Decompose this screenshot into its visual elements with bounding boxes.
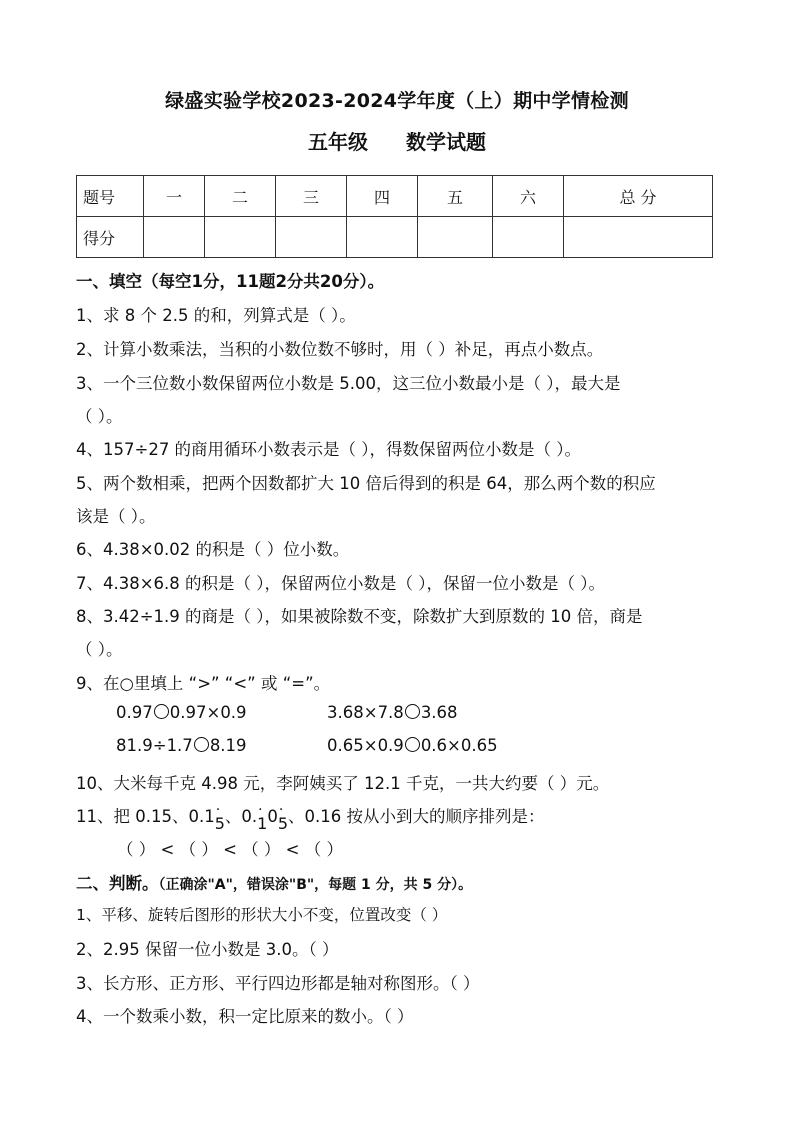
question-1-7: 7、4.38×6.8 的积是（ ），保留两位小数是（ ），保留一位小数是（ ）。 [76, 574, 606, 593]
q11-suffix: 、0.16 按从小到大的顺序排列是： [288, 807, 545, 826]
compare-circle-c[interactable] [194, 737, 209, 752]
question-1-6: 6、4.38×0.02 的积是（ ）位小数。 [76, 540, 350, 559]
score-cell-6: 六 [493, 176, 564, 217]
compare-c-right: 8.19 [209, 736, 247, 755]
q11-mid-2: 0 [267, 807, 278, 826]
subject-label: 数学试题 [406, 130, 486, 154]
score-cell-5: 五 [418, 176, 493, 217]
score-input-1[interactable] [144, 217, 205, 258]
section2-note: （正确涂"A"，错误涂"B"，每题 1 分，共 5 分）。 [158, 877, 473, 893]
score-cell-3: 三 [276, 176, 347, 217]
section2-title: 二、判断。 [76, 874, 159, 893]
grade-label: 五年级 [308, 130, 368, 154]
question-1-5-cont: 该是（ ）。 [76, 507, 156, 526]
order-lt-1: < [160, 840, 175, 859]
score-input-total[interactable] [564, 217, 713, 258]
question-1-11 [76, 803, 545, 833]
compare-item-b [327, 703, 458, 722]
exam-subtitle [0, 126, 794, 155]
score-input-5[interactable] [418, 217, 493, 258]
order-blank-1[interactable]: （ ） [117, 840, 156, 859]
score-row-label: 得分 [77, 217, 144, 258]
order-blank-4[interactable]: （ ） [304, 840, 343, 859]
compare-item-d [327, 736, 498, 755]
compare-d-left: 0.65×0.9 [327, 736, 404, 755]
compare-circle-b[interactable] [405, 704, 420, 719]
compare-a-left: 0.97 [116, 703, 153, 722]
question-1-10: 10、大米每千克 4.98 元，李阿姨买了 12.1 千克，一共大约要（ ）元。 [76, 774, 610, 793]
score-cell-total: 总 分 [564, 176, 713, 217]
compare-a-right: 0.97×0.9 [169, 703, 247, 722]
score-table [76, 175, 713, 258]
score-input-3[interactable] [276, 217, 347, 258]
question-1-4: 4、157÷27 的商用循环小数表示是（ ），得数保留两位小数是（ ）。 [76, 440, 582, 459]
question-2-4: 4、一个数乘小数，积一定比原来的数小。（ ） [76, 1007, 414, 1026]
question-1-2: 2、计算小数乘法，当积的小数位数不够时，用（ ）补足，再点小数点。 [76, 340, 604, 359]
score-input-6[interactable] [493, 217, 564, 258]
score-cell-label: 题号 [77, 176, 144, 217]
q11-repeat-digit-2: · 1 [257, 814, 267, 833]
score-input-4[interactable] [347, 217, 418, 258]
q11-prefix: 11、把 0.15、0.1 [76, 807, 215, 826]
q11-order-blanks [117, 836, 343, 860]
compare-b-left: 3.68×7.8 [327, 703, 404, 722]
exam-title: 绿盛实验学校2023-2024学年度（上）期中学情检测 [165, 90, 629, 112]
compare-item-c [116, 736, 247, 755]
compare-circle-a[interactable] [154, 704, 169, 719]
score-table-header-row [77, 176, 713, 217]
question-1-3-cont: （ ）。 [76, 407, 123, 426]
score-input-2[interactable] [205, 217, 276, 258]
question-1-1: 1、求 8 个 2.5 的和，列算式是（ ）。 [76, 306, 356, 325]
order-blank-3[interactable]: （ ） [242, 840, 281, 859]
question-1-5: 5、两个数相乘，把两个因数都扩大 10 倍后得到的积是 64，那么两个数的积应 [76, 474, 656, 493]
compare-c-left: 81.9÷1.7 [116, 736, 193, 755]
order-lt-2: < [223, 840, 237, 859]
order-blank-2[interactable]: （ ） [179, 840, 218, 859]
question-2-1: 1、平移、旋转后图形的形状大小不变，位置改变（ ） [76, 906, 448, 924]
order-lt-3: < [285, 840, 300, 859]
score-cell-1: 一 [144, 176, 205, 217]
compare-item-a [116, 703, 247, 722]
question-1-8-cont: （ ）。 [76, 640, 123, 659]
compare-circle-d[interactable] [405, 737, 420, 752]
section2-heading [76, 870, 472, 894]
q11-repeat-digit-1: · 5 [215, 814, 225, 833]
question-2-2: 2、2.95 保留一位小数是 3.0。（ ） [76, 940, 339, 959]
q11-repeat-digit-3: · 5 [278, 814, 288, 833]
question-1-3: 3、一个三位数小数保留两位小数是 5.00，这三位小数最小是（ ），最大是 [76, 374, 621, 393]
compare-d-right: 0.6×0.65 [420, 736, 498, 755]
question-2-3: 3、长方形、正方形、平行四边形都是轴对称图形。（ ） [76, 974, 480, 993]
compare-b-right: 3.68 [420, 703, 458, 722]
score-table-score-row [77, 217, 713, 258]
score-cell-4: 四 [347, 176, 418, 217]
section1-heading: 一、填空（每空1分，11题2分共20分）。 [76, 272, 385, 291]
question-1-8: 8、3.42÷1.9 的商是（ ），如果被除数不变，除数扩大到原数的 10 倍，商是 [76, 607, 643, 626]
q11-mid-1: 、0. [224, 807, 258, 826]
score-cell-2: 二 [205, 176, 276, 217]
question-1-9: 9、在○里填上 “>” “<” 或 “=”。 [76, 674, 331, 693]
